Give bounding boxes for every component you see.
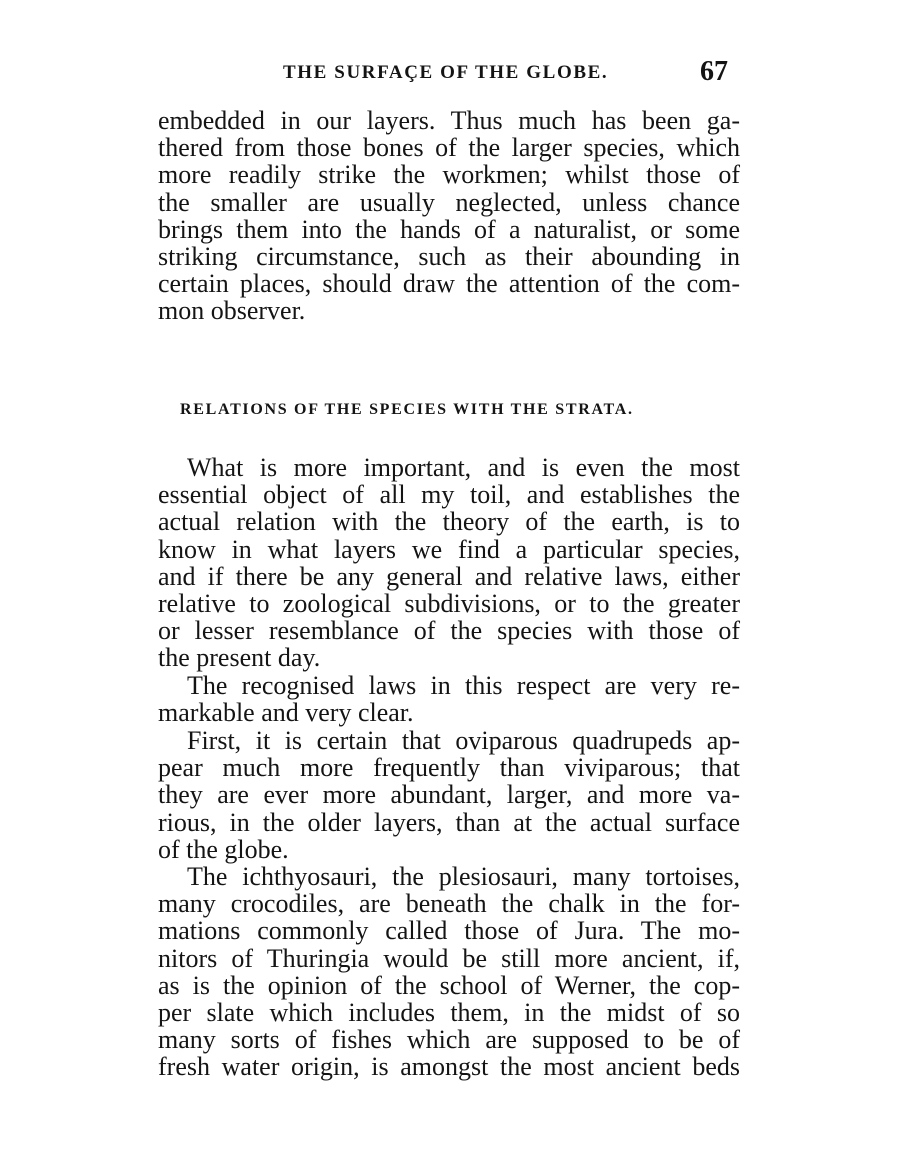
text-line: many crocodiles, are beneath the chalk in the for- — [158, 889, 740, 919]
paragraph — [158, 672, 740, 726]
text-line: markable and very clear. — [158, 698, 414, 728]
text-line: nitors of Thuringia would be still more ancient, if, — [158, 943, 740, 973]
text-line: First, it is certain that oviparous quadrupeds ap- — [187, 726, 740, 755]
paragraph — [158, 863, 740, 1081]
paragraph — [158, 107, 740, 325]
text-line: know in what layers we find a particular species, — [158, 534, 740, 564]
text-line: they are ever more abundant, larger, and more va- — [158, 780, 740, 810]
text-line: or lesser resemblance of the species with those of — [158, 616, 740, 646]
text-line: mations commonly called those of Jura. The mo- — [158, 916, 740, 946]
text-line: striking circumstance, such as their abounding in — [158, 242, 740, 272]
text-line: The ichthyosauri, the plesiosauri, many tortoises, — [187, 862, 740, 891]
text-line: fresh water origin, is amongst the most ancient beds — [158, 1052, 740, 1082]
text-line: more readily strike the workmen; whilst those of — [158, 160, 740, 190]
text-line: brings them into the hands of a naturalist, or some — [158, 214, 740, 244]
paragraph — [158, 454, 740, 672]
text-line: rious, in the older layers, than at the actual surface — [158, 807, 740, 837]
text-line: mon observer. — [158, 296, 306, 326]
text-line: thered from those bones of the larger species, which — [158, 133, 740, 163]
page-number: 67 — [700, 56, 728, 87]
section-heading: RELATIONS OF THE SPECIES WITH THE STRATA. — [180, 401, 634, 418]
text-line: and if there be any general and relative laws, either — [158, 561, 740, 591]
text-line: the present day. — [158, 643, 321, 673]
text-line: many sorts of fishes which are supposed to be of — [158, 1025, 740, 1055]
text-line: pear much more frequently than viviparous; that — [158, 753, 740, 783]
text-line: certain places, should draw the attention of the com- — [158, 269, 740, 299]
text-line: relative to zoological subdivisions, or to the greater — [158, 589, 740, 619]
text-line: of the globe. — [158, 834, 289, 864]
text-line: embedded in our layers. Thus much has been ga- — [158, 106, 740, 135]
text-line: The recognised laws in this respect are very re- — [187, 671, 740, 700]
text-line: the smaller are usually neglected, unless chance — [158, 187, 740, 217]
text-line: as is the opinion of the school of Werner, the cop- — [158, 970, 740, 1000]
text-line: per slate which includes them, in the midst of so — [158, 998, 740, 1028]
text-line: What is more important, and is even the most — [187, 453, 740, 482]
text-line: actual relation with the theory of the earth, is to — [158, 507, 740, 537]
text-line: essential object of all my toil, and establishes the — [158, 480, 740, 510]
paragraph — [158, 727, 740, 863]
running-title: THE SURFAÇE OF THE GLOBE. — [283, 62, 609, 83]
